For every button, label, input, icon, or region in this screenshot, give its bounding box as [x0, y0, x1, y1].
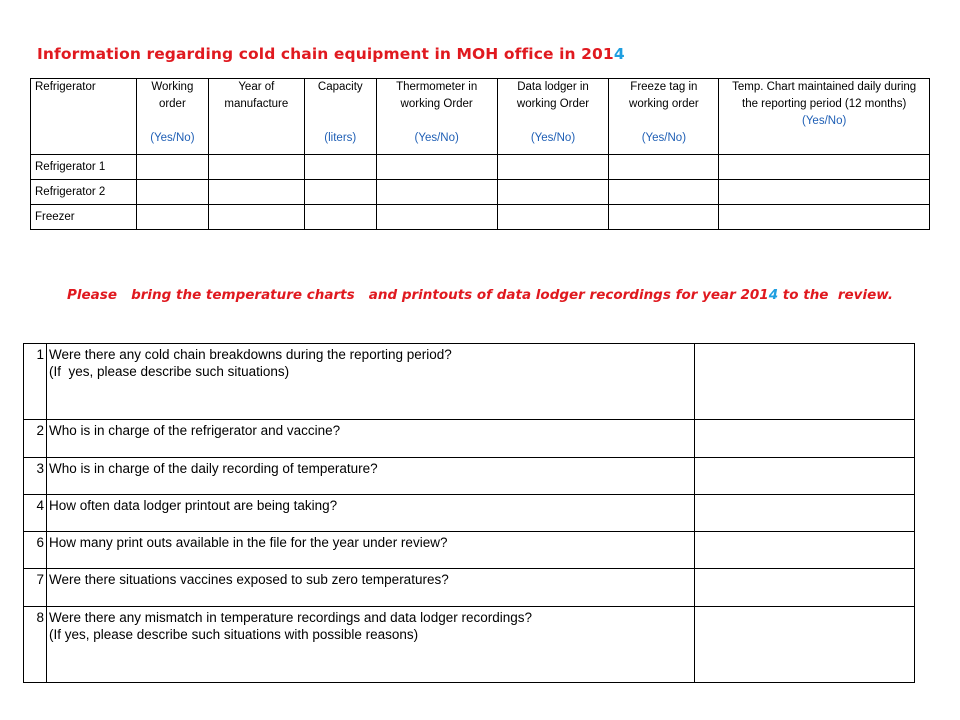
question-row	[24, 569, 915, 607]
question-row	[24, 420, 915, 458]
entry-cell[interactable]	[208, 180, 304, 205]
entry-cell[interactable]	[609, 180, 719, 205]
equipment-name: Freezer	[31, 205, 137, 230]
header-cell: Data lodger in working Order (Yes/No)	[497, 79, 609, 155]
question-row	[24, 532, 915, 569]
equipment-name: Refrigerator 2	[31, 180, 137, 205]
header-cell: Temp. Chart maintained daily during the reporting period (12 months) (Yes/No)	[719, 79, 930, 155]
entry-cell[interactable]	[136, 205, 208, 230]
title-year-end: 4	[613, 45, 625, 63]
header-cell: Refrigerator	[31, 79, 137, 155]
review-notice: Please bring the temperature charts and printouts of data lodger recordings for year 2014 to the review.	[67, 287, 893, 303]
answer-cell[interactable]	[695, 458, 915, 495]
question-number: 2	[24, 420, 47, 458]
header-cell: Year of manufacture	[208, 79, 304, 155]
equipment-table	[30, 78, 930, 230]
entry-cell[interactable]	[304, 205, 376, 230]
equipment-row	[31, 180, 930, 205]
entry-cell[interactable]	[719, 180, 930, 205]
question-number: 7	[24, 569, 47, 607]
page-title	[37, 45, 625, 63]
equipment-row	[31, 205, 930, 230]
entry-cell[interactable]	[497, 180, 609, 205]
answer-cell[interactable]	[695, 569, 915, 607]
entry-cell[interactable]	[304, 180, 376, 205]
question-row	[24, 458, 915, 495]
entry-cell[interactable]	[497, 205, 609, 230]
header-cell: Thermometer in working Order (Yes/No)	[376, 79, 497, 155]
question-number: 3	[24, 458, 47, 495]
header-cell: Freeze tag in working order (Yes/No)	[609, 79, 719, 155]
answer-cell[interactable]	[695, 420, 915, 458]
equipment-header-row	[31, 79, 930, 155]
question-text: Who is in charge of the refrigerator and vaccine?	[47, 420, 695, 458]
question-number: 4	[24, 495, 47, 532]
question-number: 1	[24, 344, 47, 420]
question-number: 8	[24, 607, 47, 683]
answer-cell[interactable]	[695, 607, 915, 683]
header-cell: Working order (Yes/No)	[136, 79, 208, 155]
title-main: Information regarding cold chain equipment in MOH office in 201	[37, 45, 614, 63]
entry-cell[interactable]	[136, 180, 208, 205]
question-text: Were there any mismatch in temperature recordings and data lodger recordings? (If yes, please describe such situations with possible reasons)	[47, 607, 695, 683]
question-row	[24, 495, 915, 532]
question-row	[24, 607, 915, 683]
equipment-row	[31, 155, 930, 180]
answer-cell[interactable]	[695, 344, 915, 420]
question-number: 6	[24, 532, 47, 569]
entry-cell[interactable]	[376, 180, 497, 205]
question-text: Were there situations vaccines exposed to sub zero temperatures?	[47, 569, 695, 607]
entry-cell[interactable]	[208, 205, 304, 230]
header-cell: Capacity (liters)	[304, 79, 376, 155]
question-text: How often data lodger printout are being taking?	[47, 495, 695, 532]
question-text: Were there any cold chain breakdowns during the reporting period? (If yes, please describe such situations)	[47, 344, 695, 420]
entry-cell[interactable]	[304, 155, 376, 180]
entry-cell[interactable]	[609, 155, 719, 180]
entry-cell[interactable]	[719, 205, 930, 230]
entry-cell[interactable]	[208, 155, 304, 180]
question-row	[24, 344, 915, 420]
entry-cell[interactable]	[497, 155, 609, 180]
entry-cell[interactable]	[719, 155, 930, 180]
answer-cell[interactable]	[695, 532, 915, 569]
entry-cell[interactable]	[609, 205, 719, 230]
answer-cell[interactable]	[695, 495, 915, 532]
question-text: How many print outs available in the file for the year under review?	[47, 532, 695, 569]
equipment-name: Refrigerator 1	[31, 155, 137, 180]
questions-table	[23, 343, 915, 683]
question-text: Who is in charge of the daily recording of temperature?	[47, 458, 695, 495]
entry-cell[interactable]	[136, 155, 208, 180]
entry-cell[interactable]	[376, 205, 497, 230]
entry-cell[interactable]	[376, 155, 497, 180]
